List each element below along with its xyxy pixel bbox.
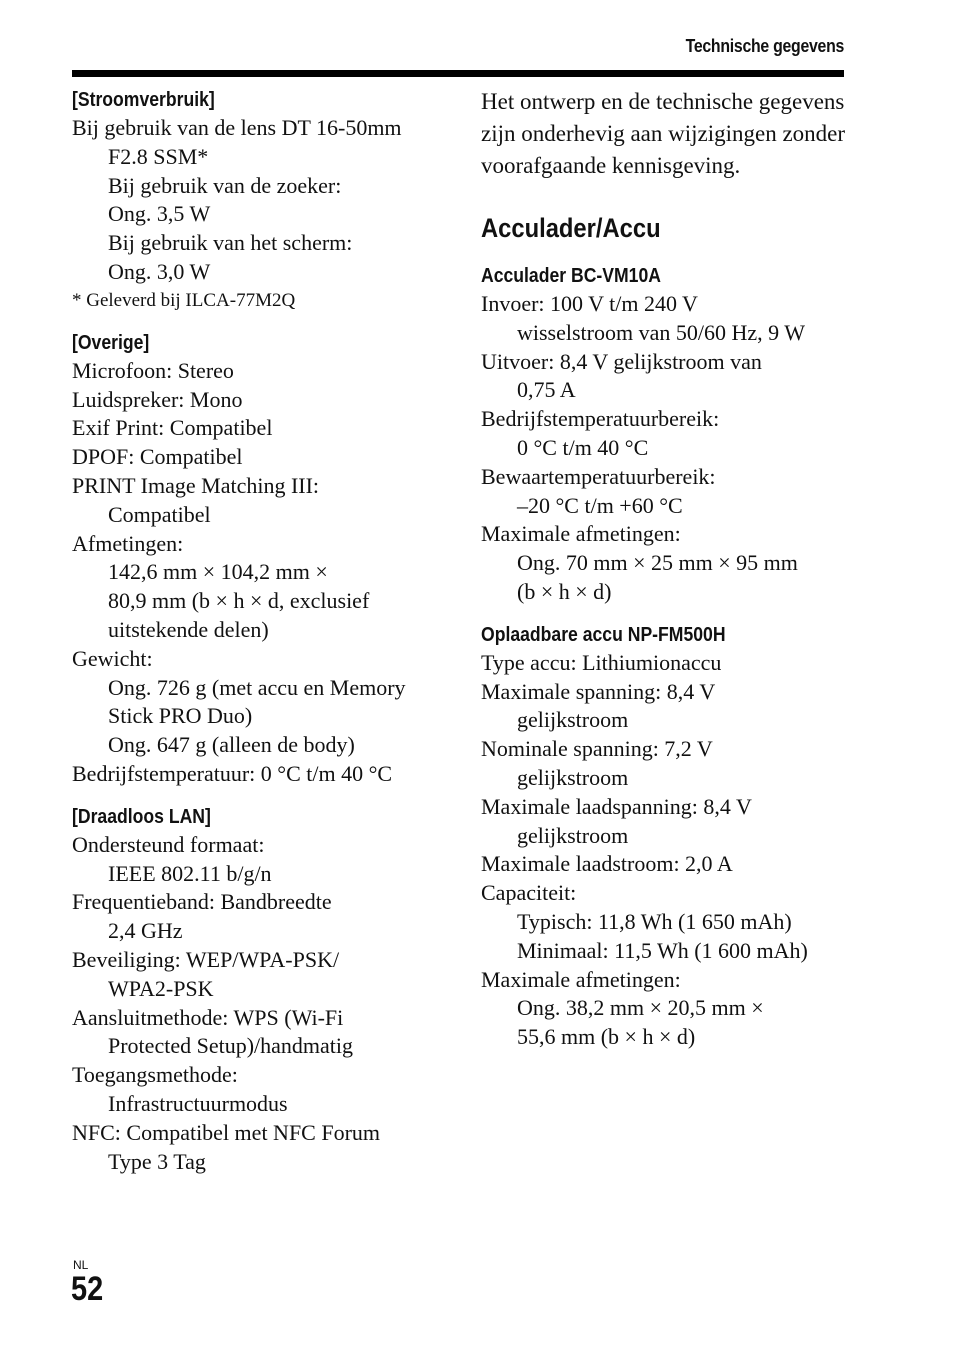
spec-line: Bewaartemperatuurbereik: — [481, 463, 716, 489]
spec-line: Gewicht: — [72, 645, 153, 671]
section-title: Acculader/Accu — [481, 213, 661, 243]
spec-line: (b × h × d) — [517, 578, 612, 604]
left-column — [72, 86, 447, 1176]
spec-line: wisselstroom van 50/60 Hz, 9 W — [517, 319, 806, 345]
spec-line: Ong. 726 g (met accu en Memory — [108, 674, 406, 700]
section-heading: [Stroomverbruik] — [72, 89, 215, 111]
section-heading: Oplaadbare accu NP-FM500H — [481, 623, 726, 646]
spec-line: gelijkstroom — [517, 822, 629, 848]
footnote: * Geleverd bij ILCA-77M2Q — [72, 289, 296, 311]
spec-line: 55,6 mm (b × h × d) — [517, 1024, 696, 1050]
spec-line: Type accu: Lithiumionaccu — [481, 649, 722, 675]
spec-line: Exif Print: Compatibel — [72, 415, 273, 441]
spec-line: Type 3 Tag — [108, 1148, 206, 1174]
spec-line: Luidspreker: Mono — [72, 386, 243, 412]
section-other — [72, 329, 447, 789]
spec-line: Ong. 3,5 W — [108, 201, 211, 227]
section-battery — [481, 621, 851, 1052]
spec-line: gelijkstroom — [517, 764, 629, 790]
section-heading: [Draadloos LAN] — [72, 805, 211, 828]
right-column — [481, 86, 851, 1052]
spec-line: Bij gebruik van de lens DT 16-50mm — [72, 115, 402, 140]
spec-line: PRINT Image Matching III: — [72, 472, 320, 498]
spec-line: Minimaal: 11,5 Wh (1 600 mAh) — [517, 937, 808, 963]
spec-line: Stick PRO Duo) — [108, 703, 253, 729]
spec-line: Maximale laadstroom: 2,0 A — [481, 851, 733, 877]
running-header: Technische gegevens — [685, 36, 844, 56]
page-language: NL — [73, 1258, 89, 1272]
spec-line: Bij gebruik van het scherm: — [108, 230, 353, 256]
spec-line: Ondersteund formaat: — [72, 831, 265, 857]
spec-line: Ong. 3,0 W — [108, 258, 211, 284]
spec-line: 2,4 GHz — [108, 918, 183, 944]
spec-line: Maximale spanning: 8,4 V — [481, 678, 716, 704]
section-charger — [481, 262, 851, 607]
spec-line: Microfoon: Stereo — [72, 357, 234, 383]
spec-line: –20 °C t/m +60 °C — [517, 492, 683, 518]
spec-line: Uitvoer: 8,4 V gelijkstroom van — [481, 348, 762, 374]
spec-line: Bedrijfstemperatuurbereik: — [481, 406, 720, 432]
page-number: 52 — [71, 1270, 104, 1308]
spec-line: Ong. 70 mm × 25 mm × 95 mm — [517, 550, 798, 576]
spec-line: Typisch: 11,8 Wh (1 650 mAh) — [517, 908, 792, 934]
spec-line: gelijkstroom — [517, 707, 629, 733]
spec-line: Frequentieband: Bandbreedte — [72, 889, 332, 915]
section-power — [72, 86, 447, 315]
spec-line: Maximale afmetingen: — [481, 521, 681, 547]
section-heading: Acculader BC-VM10A — [481, 265, 661, 287]
spec-line: Toegangsmethode: — [72, 1062, 238, 1088]
spec-line: F2.8 SSM* — [108, 143, 209, 169]
spec-line: Capaciteit: — [481, 880, 577, 906]
spec-line: IEEE 802.11 b/g/n — [108, 860, 272, 886]
spec-line: Nominale spanning: 7,2 V — [481, 736, 713, 762]
spec-line: Compatibel — [108, 501, 211, 527]
spec-line: Beveiliging: WEP/WPA-PSK/ — [72, 946, 340, 972]
spec-line: NFC: Compatibel met NFC Forum — [72, 1119, 381, 1145]
spec-line: DPOF: Compatibel — [72, 444, 243, 470]
spec-line: WPA2-PSK — [108, 975, 214, 1001]
spec-line: Maximale afmetingen: — [481, 966, 681, 992]
spec-line: 0,75 A — [517, 377, 576, 403]
intro-paragraph: Het ontwerp en de technische gegevens zijn onderhevig aan wijzigingen zonder voorafgaande kennisgeving. — [481, 89, 846, 178]
spec-line: 142,6 mm × 104,2 mm × — [108, 559, 328, 585]
spec-line: Ong. 38,2 mm × 20,5 mm × — [517, 995, 764, 1021]
spec-line: Infrastructuurmodus — [108, 1090, 288, 1116]
spec-line: Afmetingen: — [72, 530, 184, 556]
section-heading: [Overige] — [72, 331, 150, 354]
header-rule — [72, 70, 844, 77]
spec-line: Bedrijfstemperatuur: 0 °C t/m 40 °C — [72, 760, 393, 786]
spec-line: 0 °C t/m 40 °C — [517, 434, 649, 460]
spec-line: Maximale laadspanning: 8,4 V — [481, 793, 752, 819]
spec-line: Invoer: 100 V t/m 240 V — [481, 291, 698, 316]
spec-line: Aansluitmethode: WPS (Wi-Fi — [72, 1004, 344, 1030]
spec-line: uitstekende delen) — [108, 616, 269, 642]
spec-line: Ong. 647 g (alleen de body) — [108, 732, 355, 758]
spec-line: Protected Setup)/handmatig — [108, 1033, 353, 1059]
section-wlan — [72, 803, 447, 1177]
spec-line: 80,9 mm (b × h × d, exclusief — [108, 588, 370, 614]
spec-line: Bij gebruik van de zoeker: — [108, 172, 342, 198]
